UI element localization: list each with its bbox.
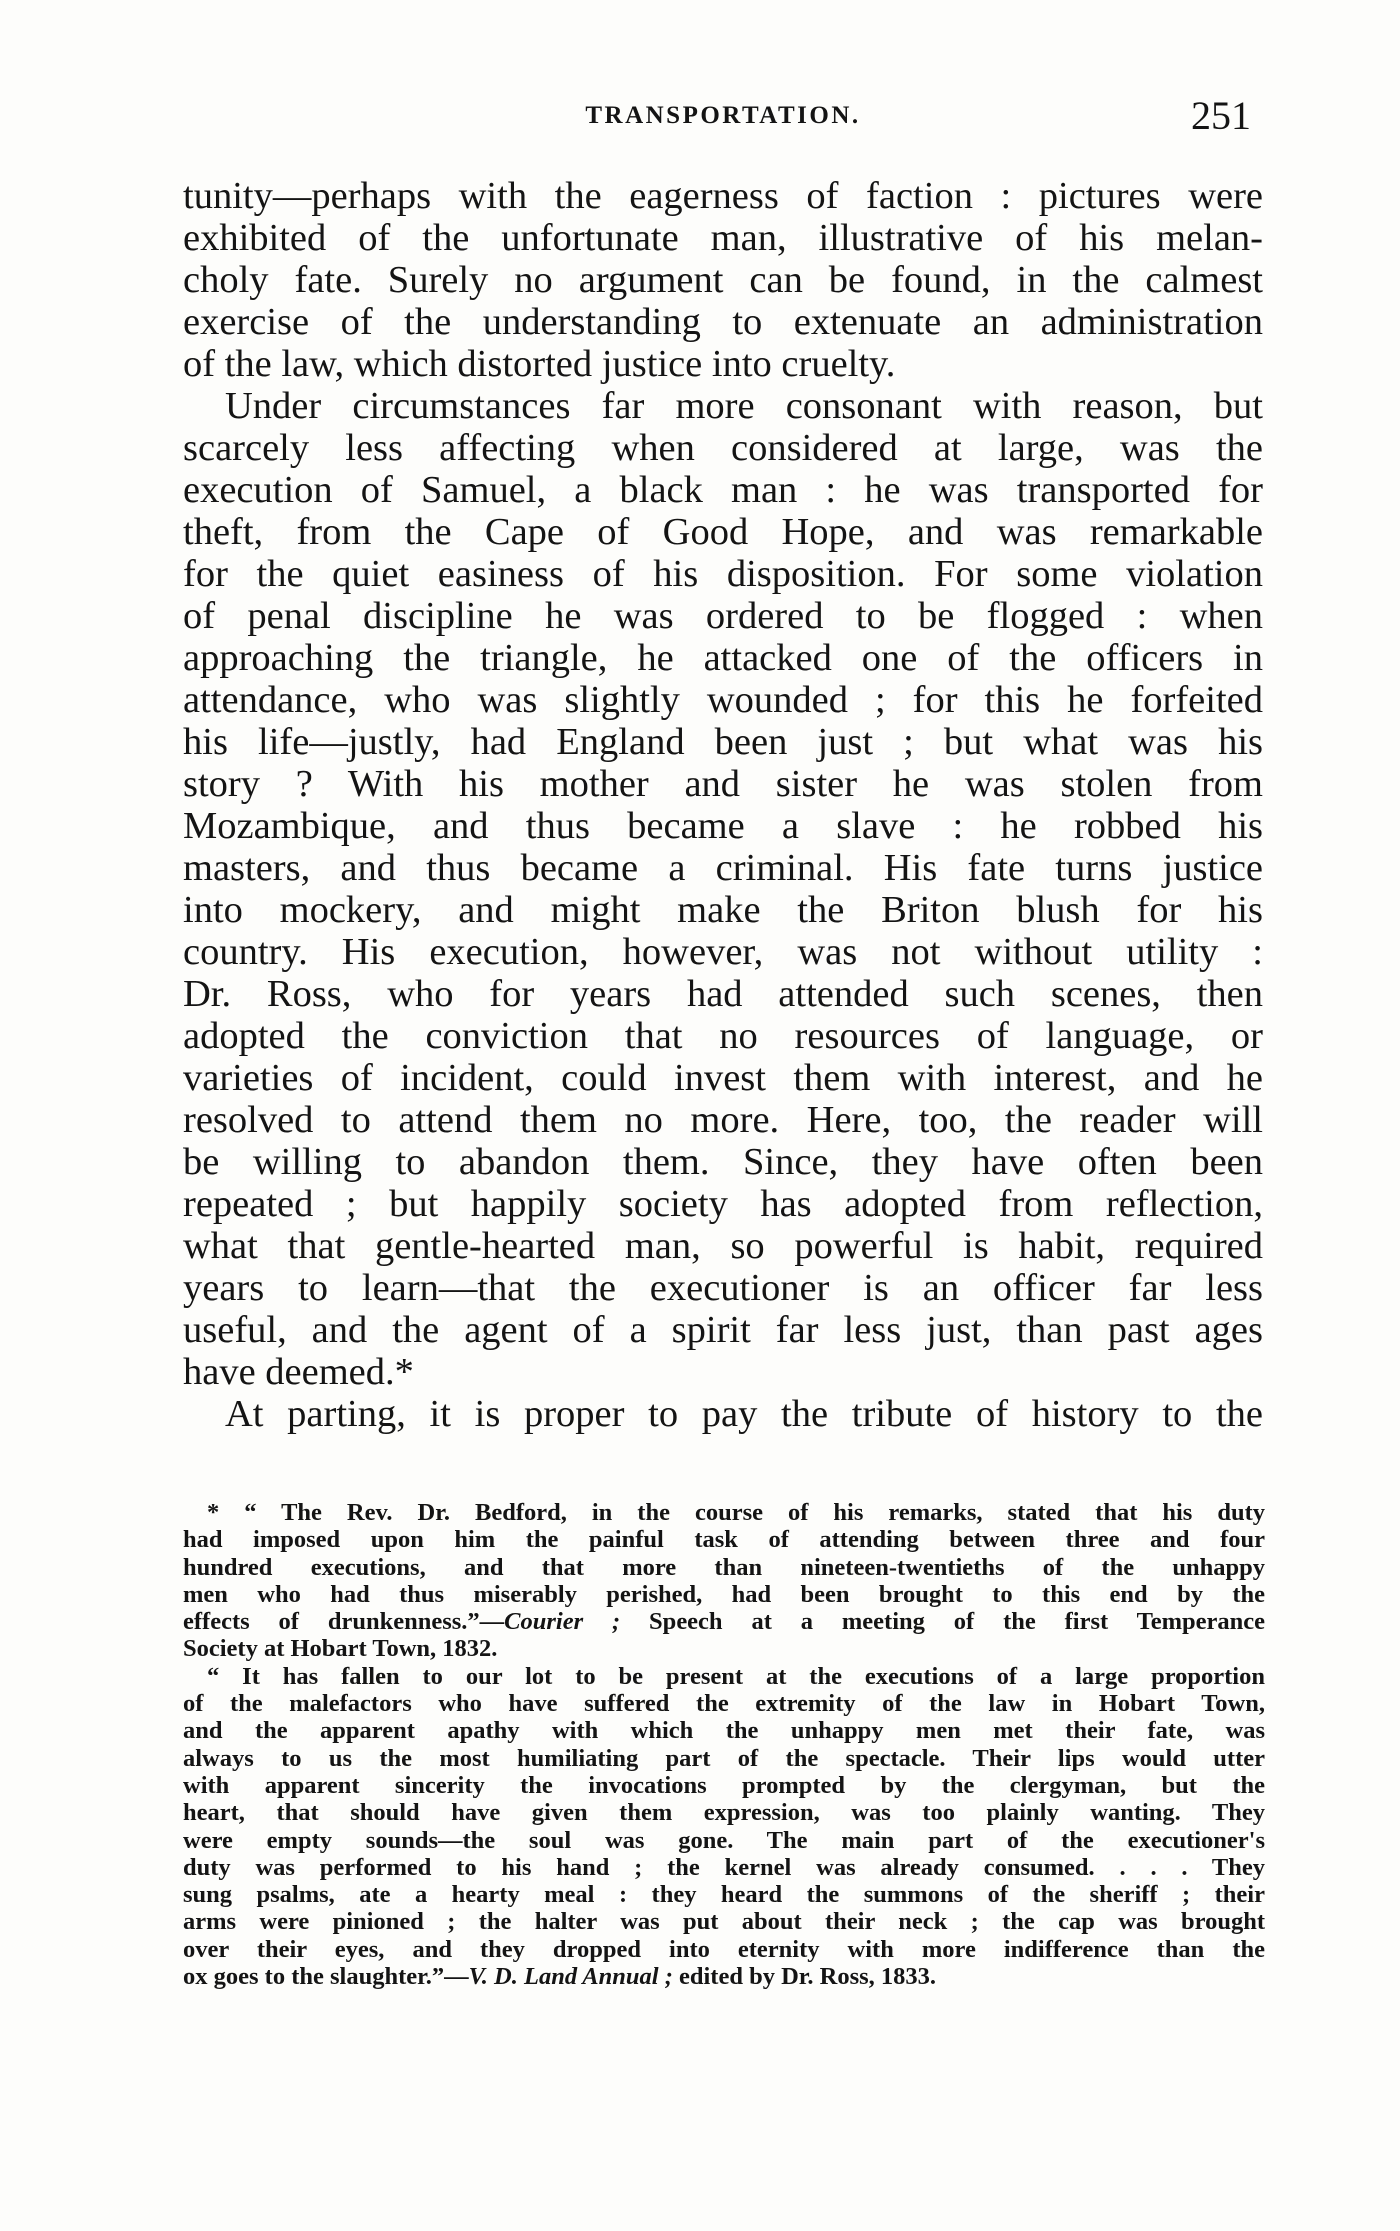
footnote-line: [183, 1963, 1265, 1990]
footnote-line: heart, that should have given them expression, was too plainly wanting. They: [183, 1799, 1265, 1827]
footnote-line: men who had thus miserably perished, had been brought to this end by the: [183, 1580, 1265, 1608]
body-line: be willing to abandon them. Since, they have often been: [183, 1141, 1263, 1183]
body-line: exhibited of the unfortunate man, illustrative of his melan-: [183, 217, 1263, 259]
footnote-text: Speech at a meeting of the first Temperance: [620, 1608, 1265, 1636]
body-line: theft, from the Cape of Good Hope, and was remarkable: [183, 511, 1263, 553]
footnote-line: of the malefactors who have suffered the extremity of the law in Hobart Town,: [183, 1690, 1265, 1718]
footnote-line: duty was performed to his hand ; the kernel was already consumed. . . . They: [183, 1853, 1265, 1881]
body-line-footnote-ref: have deemed.*: [183, 1351, 414, 1393]
body-line: Dr. Ross, who for years had attended such scenes, then: [183, 973, 1263, 1015]
footnotes: [183, 1499, 1265, 1990]
footnote-text: effects of drunkenness.”—: [183, 1608, 505, 1636]
body-line: choly fate. Surely no argument can be found, in the calmest: [183, 259, 1263, 301]
body-line: his life—justly, had England been just ; but what was his: [183, 721, 1263, 763]
footnote-text: ox goes to the slaughter.”—: [183, 1963, 469, 1991]
body-line: approaching the triangle, he attacked one of the officers in: [183, 637, 1263, 679]
running-head: [183, 92, 1263, 152]
body-line: repeated ; but happily society has adopted from reflection,: [183, 1183, 1263, 1225]
footnote-line: [183, 1608, 1265, 1635]
footnote-line: arms were pinioned ; the halter was put about their neck ; the cap was brought: [183, 1908, 1265, 1936]
body-line: scarcely less affecting when considered at large, was the: [183, 427, 1263, 469]
body-line: years to learn—that the executioner is an officer far less: [183, 1267, 1263, 1309]
footnote-line: “ It has fallen to our lot to be present at the executions of a large proportion: [207, 1662, 1265, 1690]
body-line: attendance, who was slightly wounded ; for this he forfeited: [183, 679, 1263, 721]
footnote-line: sung psalms, ate a hearty meal : they heard the summons of the sheriff ; their: [183, 1881, 1265, 1909]
body-line: exercise of the understanding to extenuate an administration: [183, 301, 1263, 343]
running-title: TRANSPORTATION.: [585, 102, 861, 129]
footnote-line: Society at Hobart Town, 1832.: [183, 1635, 498, 1663]
footnote-line: over their eyes, and they dropped into eternity with more indifference than the: [183, 1935, 1265, 1963]
body-line: for the quiet easiness of his disposition. For some violation: [183, 553, 1263, 595]
page-number: 251: [1191, 93, 1251, 138]
footnote-line: always to us the most humiliating part of the spectacle. Their lips would utter: [183, 1744, 1265, 1772]
body-line: resolved to attend them no more. Here, too, the reader will: [183, 1099, 1263, 1141]
body-line: adopted the conviction that no resources of language, or: [183, 1015, 1263, 1057]
footnote-source: V. D. Land Annual ;: [468, 1963, 673, 1991]
footnote-line: had imposed upon him the painful task of attending between three and four: [183, 1526, 1265, 1554]
body-line: what that gentle-hearted man, so powerful is habit, required: [183, 1225, 1263, 1267]
body-line: Mozambique, and thus became a slave : he robbed his: [183, 805, 1263, 847]
footnote-source: Courier ;: [504, 1608, 621, 1636]
body-line: country. His execution, however, was not without utility :: [183, 931, 1263, 973]
body-line: masters, and thus became a criminal. His fate turns justice: [183, 847, 1263, 889]
body-line: useful, and the agent of a spirit far less just, than past ages: [183, 1309, 1263, 1351]
body-line: into mockery, and might make the Briton blush for his: [183, 889, 1263, 931]
footnote-line: with apparent sincerity the invocations prompted by the clergyman, but the: [183, 1771, 1265, 1799]
body-line: At parting, it is proper to pay the tribute of history to the: [225, 1393, 1263, 1435]
body-line: Under circumstances far more consonant with reason, but: [225, 385, 1263, 427]
body-line: execution of Samuel, a black man : he was transported for: [183, 469, 1263, 511]
body-line: of penal discipline he was ordered to be flogged : when: [183, 595, 1263, 637]
body-line: varieties of incident, could invest them with interest, and he: [183, 1057, 1263, 1099]
main-text: [183, 175, 1263, 1435]
body-line: tunity—perhaps with the eagerness of faction : pictures were: [183, 175, 1263, 217]
footnote-line: * “ The Rev. Dr. Bedford, in the course of his remarks, stated that his duty: [207, 1499, 1265, 1526]
footnote-line: and the apparent apathy with which the unhappy men met their fate, was: [183, 1717, 1265, 1745]
footnote-line: hundred executions, and that more than nineteen-twentieths of the unhappy: [183, 1553, 1265, 1581]
footnote-line: were empty sounds—the soul was gone. The main part of the executioner's: [183, 1826, 1265, 1854]
body-line: story ? With his mother and sister he was stolen from: [183, 763, 1263, 805]
footnote-text: edited by Dr. Ross, 1833.: [672, 1963, 937, 1991]
body-line: of the law, which distorted justice into cruelty.: [183, 343, 896, 385]
